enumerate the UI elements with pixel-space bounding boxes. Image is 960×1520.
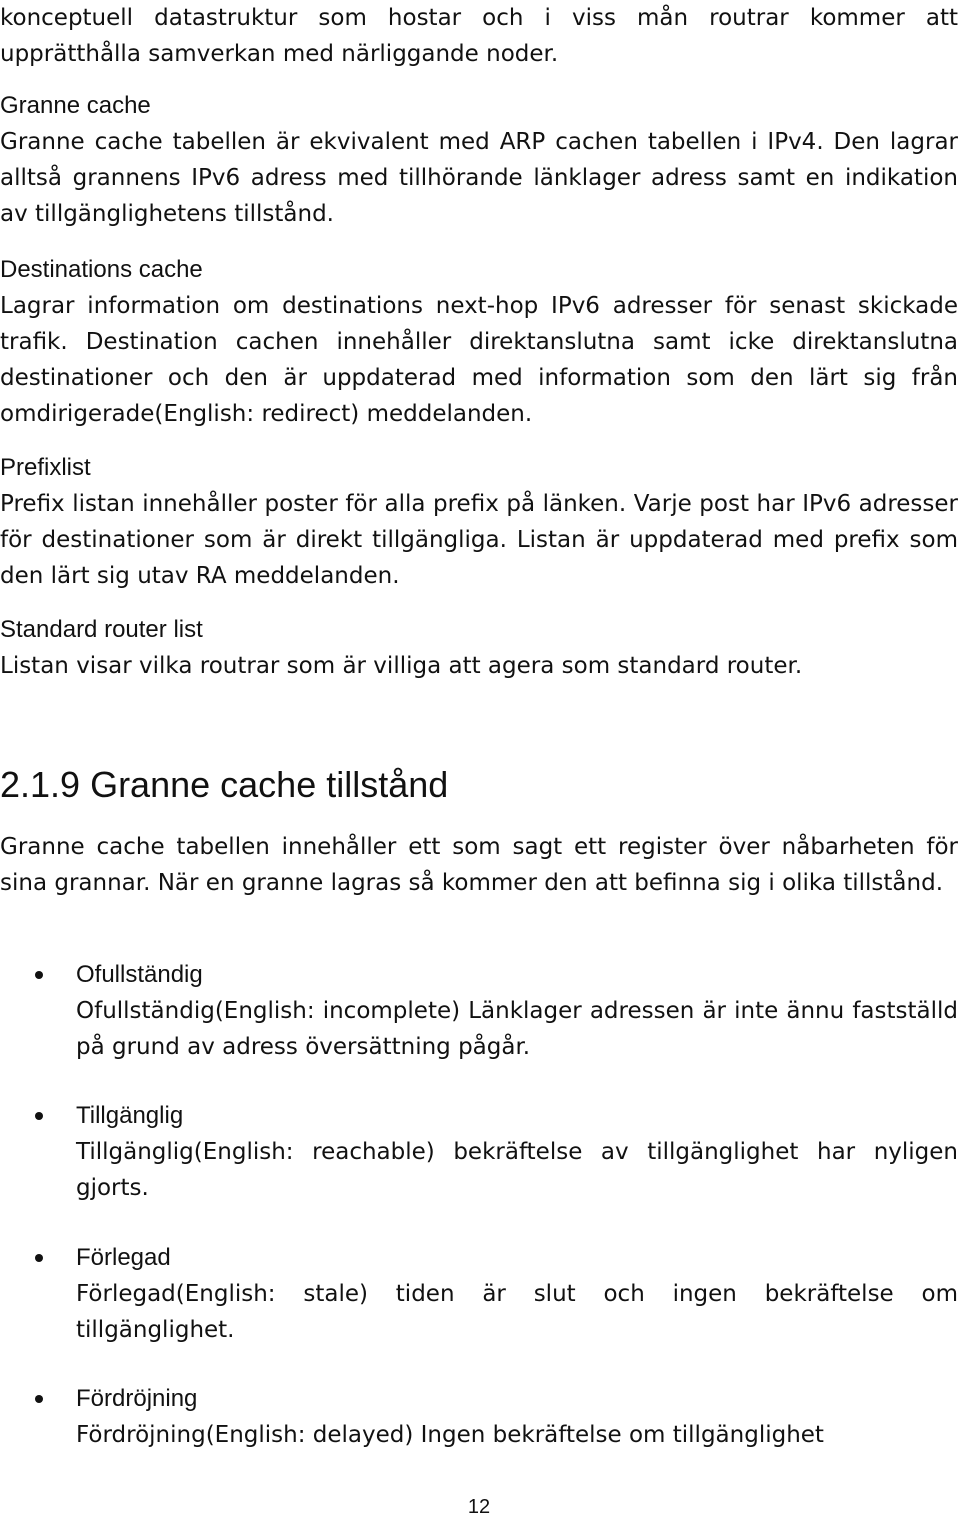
state-item-ofullstandig xyxy=(0,957,958,1065)
state-paragraph: Förlegad(English: stale) tiden är slut och ingen bekräftelse om tillgänglighet. xyxy=(76,1281,958,1343)
state-heading: Förlegad xyxy=(76,1244,171,1271)
section-paragraph: Prefix listan innehåller poster för alla prefix på länken. Varje post har IPv6 adresser för destinationer som är direkt tillgängliga. Listan är uppdaterad med prefix som den lärt sig utav RA meddelanden. xyxy=(0,491,958,589)
section-paragraph: Listan visar vilka routrar som är villiga att agera som standard router. xyxy=(0,653,803,679)
section-heading: Standard router list xyxy=(0,616,203,643)
chapter-paragraph-block xyxy=(0,829,958,901)
bullet-icon xyxy=(35,1395,43,1403)
state-item-fordrojning xyxy=(0,1381,958,1453)
section-paragraph: Granne cache tabellen är ekvivalent med ARP cachen tabellen i IPv4. Den lagrar alltså grannens IPv6 adress med tillhörande länklager adress samt en indikation av tillgänglighetens tillstånd. xyxy=(0,129,958,227)
section-standard-router-list xyxy=(0,612,958,684)
bullet-icon xyxy=(35,1254,43,1262)
section-heading: Granne cache xyxy=(0,92,151,119)
state-paragraph: Tillgänglig(English: reachable) bekräftelse av tillgänglighet har nyligen gjorts. xyxy=(76,1139,958,1201)
state-heading: Fördröjning xyxy=(76,1385,198,1412)
section-heading: Destinations cache xyxy=(0,256,203,283)
bullet-icon xyxy=(35,1112,43,1120)
state-item-tillganglig xyxy=(0,1098,958,1206)
intro-paragraph: konceptuell datastruktur som hostar och i viss mån routrar kommer att upprätthålla samverkan med närliggande noder. xyxy=(0,5,958,67)
bullet-icon xyxy=(35,971,43,979)
state-item-forlegad xyxy=(0,1240,958,1348)
section-heading: Prefixlist xyxy=(0,454,91,481)
section-prefixlist xyxy=(0,450,958,594)
state-paragraph: Fördröjning(English: delayed) Ingen bekräftelse om tillgänglighet xyxy=(76,1422,824,1448)
intro-paragraph-block xyxy=(0,0,958,72)
chapter-heading-block xyxy=(0,763,958,807)
state-heading: Ofullständig xyxy=(76,961,203,988)
chapter-paragraph: Granne cache tabellen innehåller ett som sagt ett register över nåbarheten för sina grannar. När en granne lagras så kommer den att befinna sig i olika tillstånd. xyxy=(0,834,958,896)
chapter-heading: 2.1.9 Granne cache tillstånd xyxy=(0,764,449,805)
state-paragraph: Ofullständig(English: incomplete) Länklager adressen är inte ännu fastställd på grund av adress översättning pågår. xyxy=(76,998,958,1060)
section-destinations-cache xyxy=(0,252,958,432)
section-paragraph: Lagrar information om destinations next-hop IPv6 adresser för senast skickade trafik. Destination cachen innehåller direktanslutna samt icke direktanslutna destinationer och den är uppdaterad med information som den lärt sig från omdirigerade(English: redirect) meddelanden. xyxy=(0,293,958,427)
section-granne-cache xyxy=(0,88,958,232)
state-heading: Tillgänglig xyxy=(76,1102,184,1129)
page-number: 12 xyxy=(467,1496,491,1518)
